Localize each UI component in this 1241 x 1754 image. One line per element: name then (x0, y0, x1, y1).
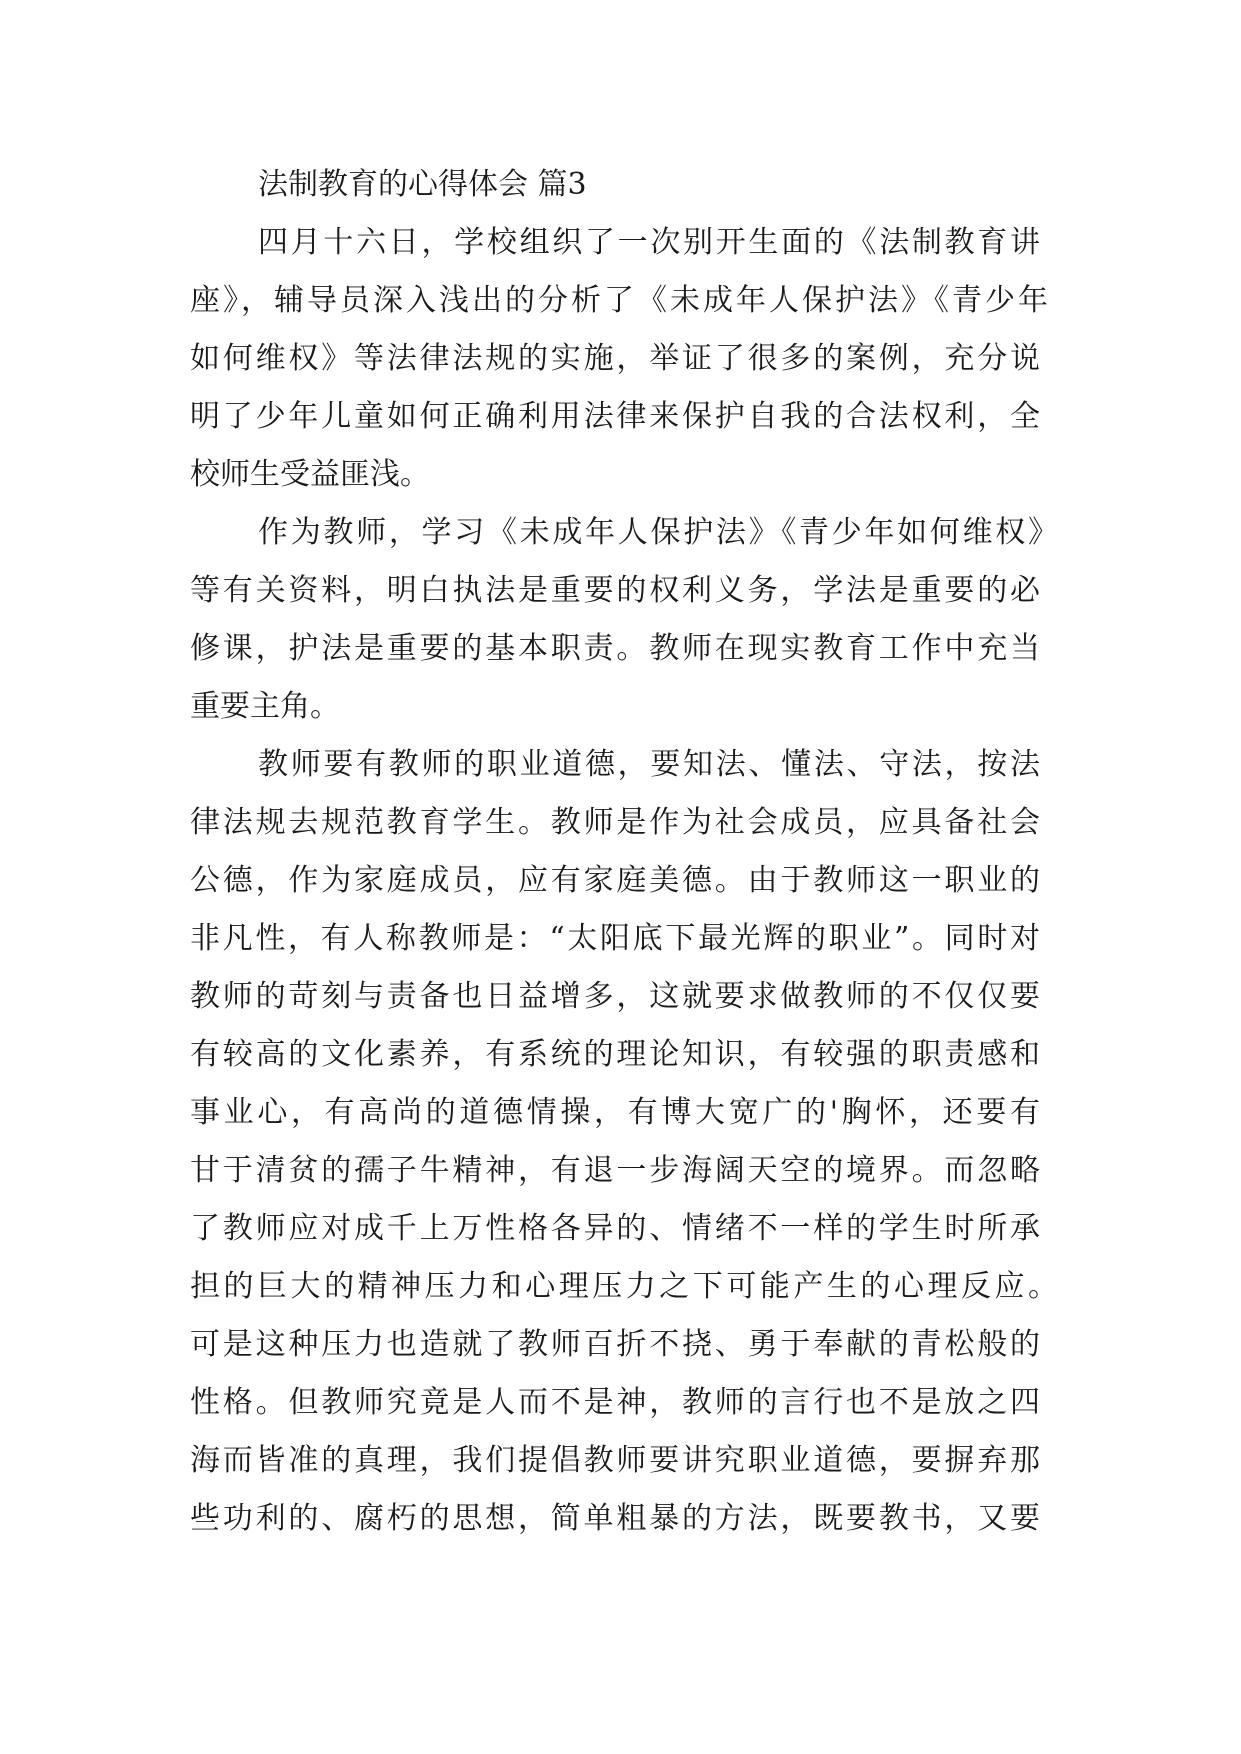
text-line: 非凡性，有人称教师是：“太阳底下最光辉的职业”。同时对 (190, 921, 1040, 956)
text-line: 重要主角。 (190, 689, 340, 724)
text-line: 担的巨大的精神压力和心理压力之下可能产生的心理反应。 (190, 1269, 1058, 1304)
text-line: 作为教师，学习《未成年人保护法》《青少年如何维权》 (258, 515, 1058, 550)
text-line: 等有关资料，明白执法是重要的权利义务，学法是重要的必 (190, 573, 1040, 608)
text-line: 性格。但教师究竟是人而不是神，教师的言行也不是放之四 (190, 1385, 1040, 1420)
text-line: 座》，辅导员深入浅出的分析了《未成年人保护法》《青少年 (190, 283, 1048, 318)
text-line: 有较高的文化素养，有系统的理论知识，有较强的职责感和 (190, 1037, 1040, 1072)
text-line: 些功利的、腐朽的思想，简单粗暴的方法，既要教书，又要 (190, 1501, 1040, 1536)
text-line: 了教师应对成千上万性格各异的、情绪不一样的学生时所承 (190, 1211, 1040, 1246)
text-line: 甘于清贫的孺子牛精神，有退一步海阔天空的境界。而忽略 (190, 1153, 1040, 1188)
text-line: 海而皆准的真理，我们提倡教师要讲究职业道德，要摒弃那 (190, 1443, 1040, 1478)
text-line: 公德，作为家庭成员，应有家庭美德。由于教师这一职业的 (190, 863, 1040, 898)
text-line: 四月十六日，学校组织了一次别开生面的《法制教育讲 (258, 225, 1040, 260)
text-line: 教师要有教师的职业道德，要知法、懂法、守法，按法 (258, 747, 1040, 782)
text-line: 可是这种压力也造就了教师百折不挠、勇于奉献的青松般的 (190, 1327, 1040, 1362)
text-line: 如何维权》等法律法规的实施，举证了很多的案例，充分说 (190, 341, 1040, 376)
text-line: 律法规去规范教育学生。教师是作为社会成员，应具备社会 (190, 805, 1040, 840)
text-line: 明了少年儿童如何正确利用法律来保护自我的合法权利，全 (190, 399, 1040, 434)
text-line: 修课，护法是重要的基本职责。教师在现实教育工作中充当 (190, 631, 1040, 666)
document-title: 法制教育的心得体会 篇3 (258, 167, 587, 202)
text-line: 校师生受益匪浅。 (190, 457, 430, 492)
text-line: 事业心，有高尚的道德情操，有博大宽广的'胸怀，还要有 (190, 1095, 1040, 1130)
text-line: 教师的苛刻与责备也日益增多，这就要求做教师的不仅仅要 (190, 979, 1040, 1014)
